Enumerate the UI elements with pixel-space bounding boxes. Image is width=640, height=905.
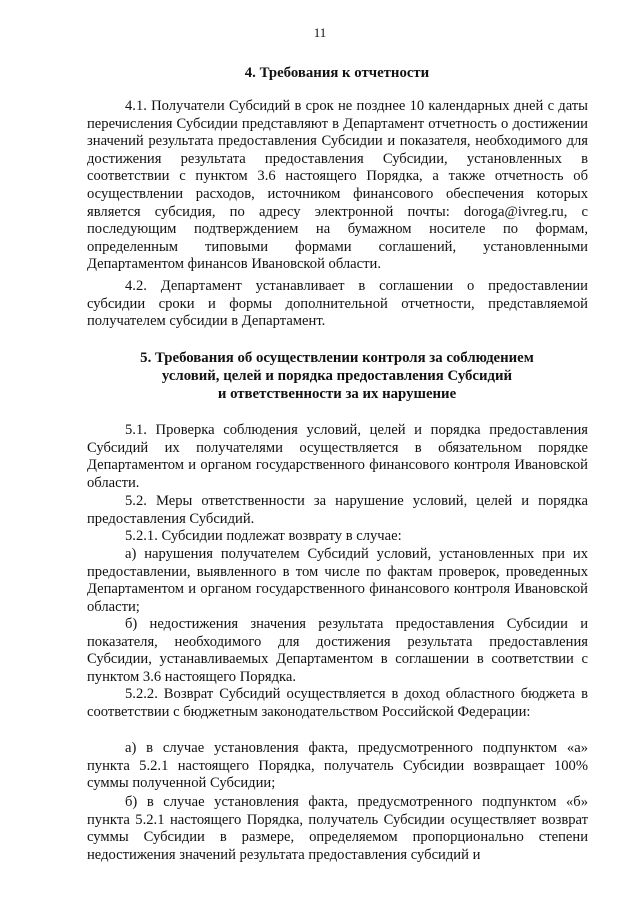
section-4-title: 4. Требования к отчетности	[244, 65, 430, 81]
page-number: 11	[313, 25, 327, 40]
paragraph-5-1: 5.1. Проверка соблюдения условий, целей и порядка предоставления Субсидий их получателями осуществляется в обязательном порядке Департаментом и органом государственного финансового контроля Ивановской области.	[87, 422, 588, 491]
section-5-title-line: и ответственности за их нарушение	[217, 386, 457, 402]
paragraph-5-2-2-b: б) в случае установления факта, предусмотренного подпунктом «б» пункта 5.2.1 настоящего Порядка, получатель Субсидии осуществляет возврат суммы Субсидии в размере, определяемом пропорционально степени недостижения значений результата предоставления субсидий и	[87, 794, 588, 863]
paragraph-5-2-2: 5.2.2. Возврат Субсидий осуществляется в доход областного бюджета в соответствии с бюджетным законодательством Российской Федерации:	[87, 686, 588, 720]
section-5-title	[86, 349, 588, 403]
paragraph-5-2: 5.2. Меры ответственности за нарушение условий, целей и порядка предоставления Субсидий.	[87, 493, 588, 527]
paragraph-5-2-1: 5.2.1. Субсидии подлежат возврату в случае:	[125, 528, 402, 544]
paragraph-5-2-2-a: а) в случае установления факта, предусмотренного подпунктом «а» пункта 5.2.1 настоящего Порядка, получатель Субсидии возвращает 100% суммы полученной Субсидии;	[87, 740, 588, 792]
paragraph-4-1: 4.1. Получатели Субсидий в срок не позднее 10 календарных дней с даты перечисления Субсидии представляют в Департамент отчетность о достижении значений результата предоставления Субсидии и показателя, необходимого для достижения результата предоставления Субсидии, установленных в соответствии с пунктом 3.6 настоящего Порядка, а также отчетность об осуществлении расходов, источником финансового обеспечения которых является субсидия, по адресу электронной почты: doroga@ivreg.ru, с последующим подтверждением на бумажном носителе по формам, определенным типовыми формами соглашений, установленными Департаментом финансов Ивановской области.	[87, 98, 588, 273]
paragraph-4-2: 4.2. Департамент устанавливает в соглашении о предоставлении субсидии сроки и формы дополнительной отчетности, представляемой получателем субсидии в Департамент.	[87, 278, 588, 330]
paragraph-5-2-1-b: б) недостижения значения результата предоставления Субсидии и показателя, необходимого для достижения результата предоставления Субсидии, устанавливаемых Департаментом в соглашении в соответствии с пунктом 3.6 настоящего Порядка.	[87, 616, 588, 685]
section-5-title-line: 5. Требования об осуществлении контроля за соблюдением	[140, 350, 534, 366]
paragraph-5-2-1-a: а) нарушения получателем Субсидий условий, установленных при их предоставлении, выявленного в том числе по фактам проверок, проведенных Департаментом и органом государственного финансового контроля Ивановской области;	[87, 546, 588, 615]
section-5-title-line: условий, целей и порядка предоставления Субсидий	[161, 368, 513, 384]
